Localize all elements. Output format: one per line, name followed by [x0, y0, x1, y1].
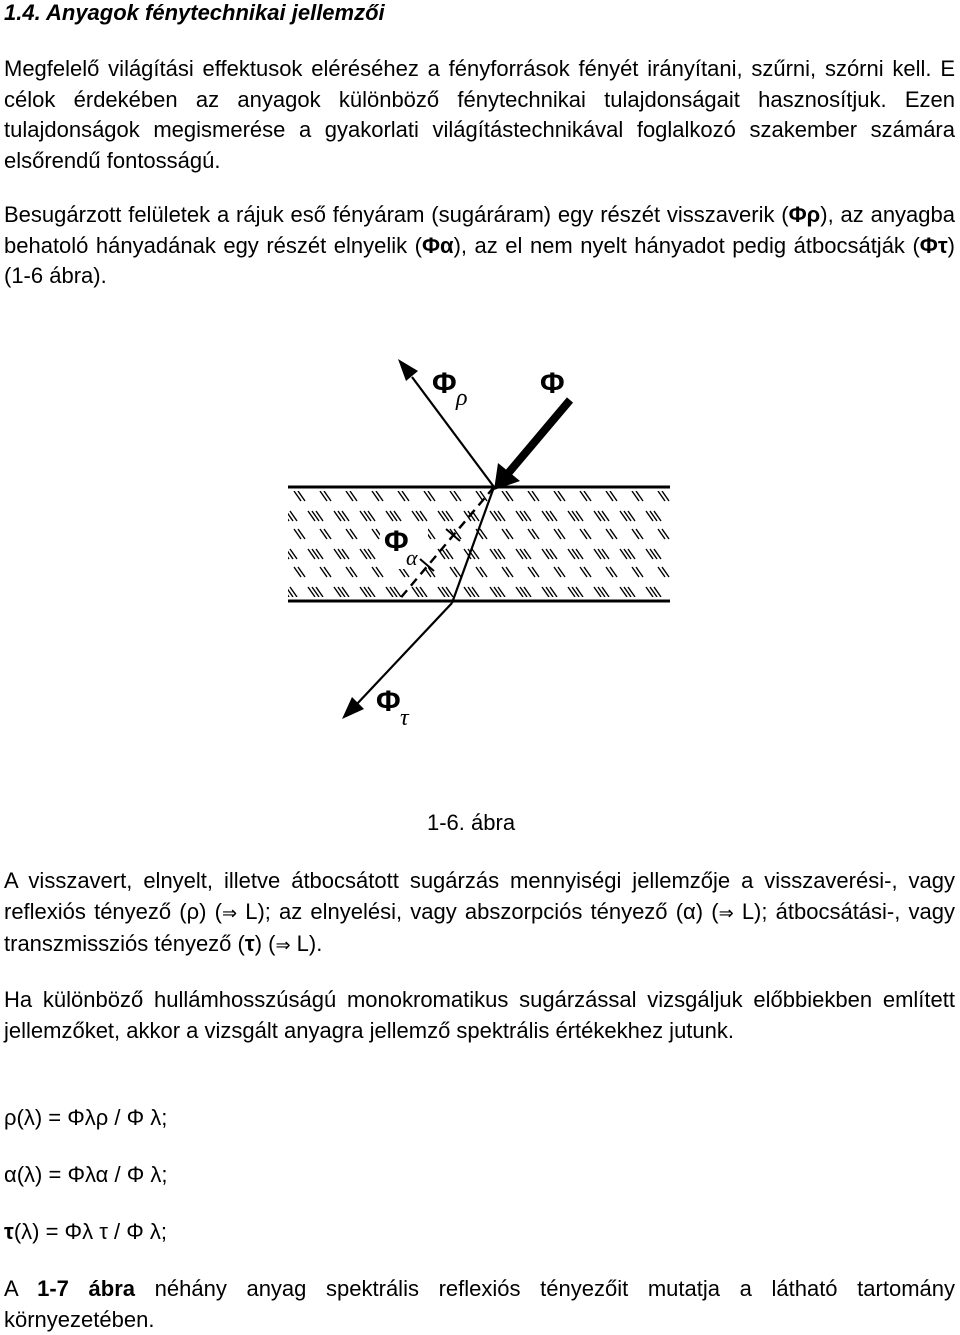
text-segment: L).: [290, 931, 323, 956]
figure-caption: 1-6. ábra: [427, 810, 516, 835]
label-incident-flux: Φ: [540, 367, 565, 400]
formula-text: (λ) = Φλ τ / Φ λ;: [13, 1219, 168, 1244]
text-segment: Besugárzott felületek a rájuk eső fényáram (sugáráram) egy részét visszaverik (: [4, 202, 789, 227]
label-absorbed-flux: Φ: [384, 525, 409, 558]
text-segment: A: [4, 1276, 38, 1301]
implies-arrow-icon: ⇒: [275, 935, 291, 956]
figure-1-6: [280, 355, 680, 735]
symbol-tau: τ: [4, 1219, 14, 1244]
formula-reflectance: ρ(λ) = Φλρ / Φ λ;: [4, 1105, 168, 1130]
paragraph-flux-components: [4, 200, 955, 292]
paragraph-figure-reference: [4, 1274, 955, 1335]
section-heading: 1.4. Anyagok fénytechnikai jellemzői: [4, 0, 385, 25]
symbol-tau: τ: [244, 931, 255, 956]
formula-transmittance: [4, 1217, 167, 1247]
text-segment: ), az el nem nyelt hányadot pedig átbocsátják (: [453, 232, 920, 258]
formula-absorptance: α(λ) = Φλα / Φ λ;: [4, 1162, 168, 1187]
label-absorbed-subscript: α: [406, 545, 418, 570]
symbol-absorbed-flux: Φα: [421, 232, 454, 258]
paragraph-coefficients: [4, 866, 955, 962]
paragraph-spectral: Ha különböző hullámhosszúságú monokromatikus sugárzással vizsgáljuk előbbiekben említett jellemzőket, akkor a vizsgált anyagra jellemző spektrális értékekhez jutunk.: [4, 987, 955, 1043]
symbol-reflected-flux: Φρ: [788, 202, 821, 227]
label-transmitted-flux: Φ: [376, 685, 401, 718]
light-flux-diagram: [280, 355, 680, 735]
symbol-transmitted-flux: Φτ: [919, 232, 948, 258]
text-segment: ), az anyagba behatoló hányadának egy részét elnyelik (: [4, 202, 956, 258]
implies-arrow-icon: ⇒: [221, 902, 238, 924]
reflected-arrowhead: [398, 359, 418, 381]
text-segment: L); átbocsátási-, vagy transzmissziós tényező (: [4, 898, 956, 956]
text-segment: A visszavert, elnyelt, illetve átbocsátott sugárzás mennyiségi jellemzője a visszaverési-, vagy reflexiós tényező (ρ) (: [4, 868, 955, 924]
text-segment: ) (1-6 ábra).: [4, 232, 955, 288]
slab-hatching: [288, 491, 670, 597]
implies-arrow-icon: ⇒: [718, 902, 734, 924]
text-segment: L); az elnyelési, vagy abszorpciós tényező (α) (: [237, 898, 719, 924]
label-reflected-subscript: ρ: [456, 385, 468, 411]
label-transmitted-subscript: τ: [400, 705, 409, 731]
text-segment: ) (: [254, 931, 276, 956]
figure-reference: 1-7 ábra: [37, 1276, 136, 1301]
paragraph-intro: Megfelelő világítási effektusok eléréséhez a fényforrások fényét irányítani, szűrni, szórni kell. E célok érdekében az anyagok különböző fénytechnikai tulajdonságait hasznosítjuk. Ezen tulajdonságok megismerése a gyakorlati világítástechnikával foglalkozó szakember számára elsőrendű fontosságú.: [4, 56, 955, 173]
text-segment: néhány anyag spektrális reflexiós tényezőit mutatja a látható tartomány környezetében.: [4, 1276, 955, 1332]
label-reflected-flux: Φ: [432, 367, 457, 400]
transmitted-ray: [356, 603, 452, 705]
incident-ray: [505, 400, 570, 477]
